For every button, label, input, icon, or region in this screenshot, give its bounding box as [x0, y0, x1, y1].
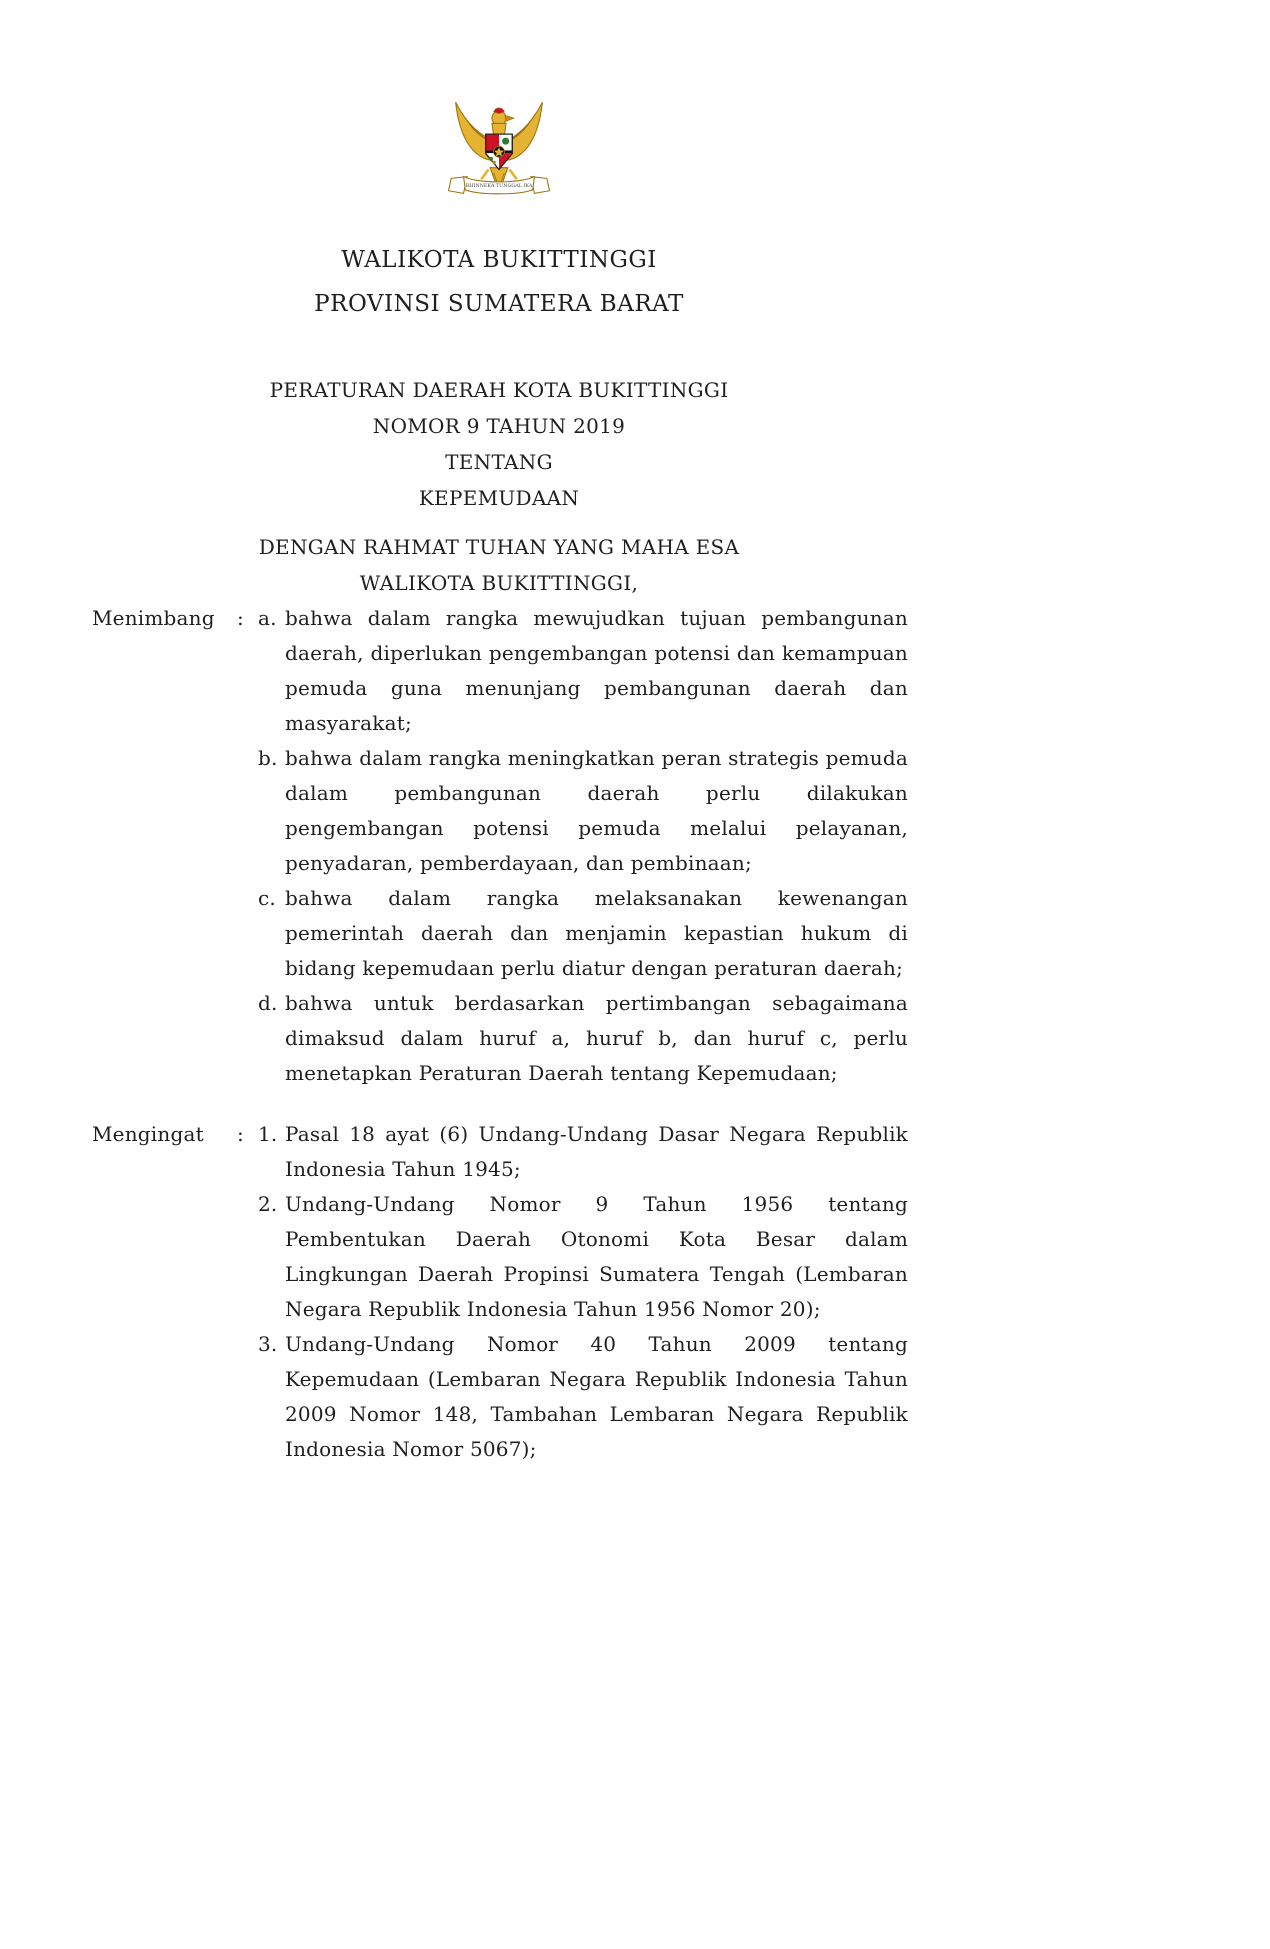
- mengingat-items: [258, 1117, 908, 1467]
- regulation-title: [90, 372, 908, 516]
- item-text: Undang-Undang Nomor 9 Tahun 1956 tentang Pembentukan Daerah Otonomi Kota Besar dalam Lingkungan Daerah Propinsi Sumatera Tengah (Lembaran Negara Republik Indonesia Tahun 1956 Nomor 20);: [285, 1192, 908, 1321]
- letterhead: [90, 238, 908, 326]
- menimbang-label: Menimbang: [92, 606, 215, 630]
- garuda-pancasila-icon: [437, 86, 561, 214]
- mengingat-item-1: [258, 1117, 908, 1187]
- mengingat-item-2: [258, 1187, 908, 1327]
- menimbang-item-d: [258, 986, 908, 1091]
- emblem-motto: BHINNEKA TUNGGAL IKA: [465, 183, 533, 190]
- item-marker: b.: [258, 746, 278, 770]
- title-nomor: NOMOR 9 TAHUN 2019: [372, 414, 626, 438]
- item-marker: d.: [258, 991, 278, 1015]
- item-marker: 2.: [258, 1192, 278, 1216]
- item-text: Pasal 18 ayat (6) Undang-Undang Dasar Negara Republik Indonesia Tahun 1945;: [285, 1122, 908, 1181]
- menimbang-colon: :: [237, 606, 244, 630]
- mengingat-colon: :: [237, 1122, 244, 1146]
- menimbang-items: [258, 601, 908, 1091]
- letterhead-walikota: WALIKOTA BUKITTINGGI: [341, 247, 657, 273]
- menimbang-item-b: [258, 741, 908, 881]
- title-tentang: TENTANG: [445, 450, 553, 474]
- title-peraturan: PERATURAN DAERAH KOTA BUKITTINGGI: [269, 378, 729, 402]
- menimbang-section: [90, 601, 908, 1091]
- garuda-pancasila-emblem: [90, 86, 908, 214]
- item-marker: a.: [258, 606, 277, 630]
- item-marker: 3.: [258, 1332, 278, 1356]
- item-text: bahwa dalam rangka mewujudkan tujuan pembangunan daerah, diperlukan pengembangan potensi dan kemampuan pemuda guna menunjang pembangunan daerah dan masyarakat;: [285, 606, 908, 735]
- mengingat-section: [90, 1117, 908, 1467]
- item-text: Undang-Undang Nomor 40 Tahun 2009 tentang Kepemudaan (Lembaran Negara Republik Indonesia Tahun 2009 Nomor 148, Tambahan Lembaran Negara Republik Indonesia Nomor 5067);: [285, 1332, 908, 1461]
- item-marker: c.: [258, 886, 276, 910]
- mengingat-label: Mengingat: [92, 1122, 204, 1146]
- menimbang-item-c: [258, 881, 908, 986]
- preamble: [90, 529, 908, 601]
- document-page: [90, 0, 908, 1467]
- item-text: bahwa dalam rangka melaksanakan kewenangan pemerintah daerah dan menjamin kepastian hukum di bidang kepemudaan perlu diatur dengan peraturan daerah;: [285, 886, 908, 980]
- item-text: bahwa untuk berdasarkan pertimbangan sebagaimana dimaksud dalam huruf a, huruf b, dan huruf c, perlu menetapkan Peraturan Daerah tentang Kepemudaan;: [285, 991, 908, 1085]
- mengingat-item-3: [258, 1327, 908, 1467]
- preamble-rahmat: DENGAN RAHMAT TUHAN YANG MAHA ESA: [258, 535, 740, 559]
- title-subject: KEPEMUDAAN: [418, 486, 580, 510]
- item-text: bahwa dalam rangka meningkatkan peran strategis pemuda dalam pembangunan daerah perlu dilakukan pengembangan potensi pemuda melalui pelayanan, penyadaran, pemberdayaan, dan pembinaan;: [285, 746, 908, 875]
- menimbang-item-a: [258, 601, 908, 741]
- preamble-walikota: WALIKOTA BUKITTINGGI,: [359, 571, 639, 595]
- letterhead-provinsi: PROVINSI SUMATERA BARAT: [314, 291, 684, 317]
- item-marker: 1.: [258, 1122, 278, 1146]
